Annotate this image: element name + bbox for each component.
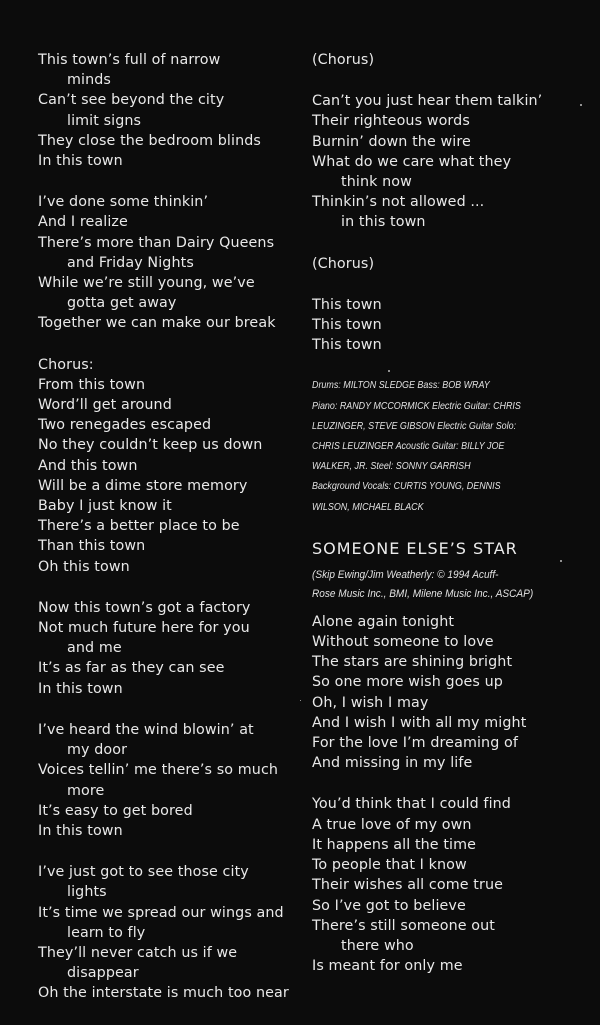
- lyric-line: I’ve just got to see those city: [38, 864, 249, 881]
- lyric-line: in this town: [341, 214, 426, 231]
- lyric-line: gotta get away: [67, 295, 177, 312]
- lyric-line: They’ll never catch us if we: [38, 944, 238, 961]
- lyric-line: Oh this town: [38, 558, 130, 575]
- lyric-line: The stars are shining bright: [312, 654, 513, 671]
- lyric-line: And I wish I with all my might: [312, 714, 527, 731]
- lyric-line: Oh, I wish I may: [312, 694, 429, 711]
- this-town-lyrics-continued: [312, 50, 582, 355]
- dust-speck: [388, 370, 390, 372]
- lyric-line: Baby I just know it: [38, 498, 172, 515]
- lyric-line: think now: [341, 174, 412, 191]
- dust-speck: [560, 560, 562, 562]
- lyric-line: Can’t see beyond the city: [38, 92, 225, 109]
- dust-speck: [300, 700, 301, 701]
- lyric-line: learn to fly: [67, 924, 146, 941]
- lyric-line: While we’re still young, we’ve: [38, 275, 255, 292]
- lyric-line: In this town: [38, 153, 123, 170]
- lyric-line: Voices tellin’ me there’s so much: [38, 762, 279, 779]
- lyric-line: And missing in my life: [312, 755, 473, 772]
- lyric-line: Together we can make our break: [38, 315, 276, 332]
- dust-speck: [580, 104, 582, 106]
- stanza: [38, 355, 300, 577]
- stanza: [38, 862, 300, 1003]
- lyric-line: lights: [67, 884, 107, 901]
- credit-line: LEUZINGER, STEVE GIBSON Electric Guitar Solo:: [312, 420, 517, 432]
- lyric-line: (Chorus): [312, 52, 375, 68]
- stanza: [312, 50, 582, 70]
- lyric-line: I’ve heard the wind blowin’ at: [38, 721, 254, 738]
- lyric-line: It happens all the time: [312, 836, 477, 853]
- song-lyrics: [312, 612, 582, 976]
- right-column: [312, 50, 582, 997]
- lyric-line: This town: [312, 317, 382, 334]
- credit-line: WALKER, JR. Steel: SONNY GARRISH: [312, 461, 471, 473]
- songwriter-credit-line: Rose Music Inc., BMI, Milene Music Inc., ASCAP): [312, 587, 534, 600]
- lyric-line: Than this town: [38, 538, 146, 555]
- lyric-line: there who: [341, 937, 414, 954]
- lyric-line: And I realize: [38, 214, 128, 231]
- lyric-line: and me: [67, 640, 122, 657]
- stanza: [38, 192, 300, 333]
- lyric-line: Chorus:: [38, 356, 94, 373]
- lyric-line: You’d think that I could find: [312, 796, 511, 813]
- lyric-line: I’ve done some thinkin’: [38, 194, 209, 211]
- lyric-line: It’s as far as they can see: [38, 660, 225, 677]
- stanza: [312, 254, 582, 274]
- stanza: [312, 612, 582, 774]
- left-column: [38, 50, 300, 1025]
- lyric-line: Burnin’ down the wire: [312, 133, 471, 150]
- credit-line: CHRIS LEUZINGER Acoustic Guitar: BILLY JOE: [312, 441, 505, 453]
- lyric-line: In this town: [38, 680, 123, 697]
- lyric-line: Two renegades escaped: [38, 417, 212, 434]
- musician-credits: [312, 376, 582, 517]
- credit-line: Background Vocals: CURTIS YOUNG, DENNIS: [312, 481, 501, 493]
- lyric-line: What do we care what they: [312, 153, 512, 170]
- lyric-line: Now this town’s got a factory: [38, 599, 251, 616]
- lyric-line: disappear: [67, 965, 139, 982]
- lyric-line: Word’ll get around: [38, 397, 172, 414]
- lyric-line: (Chorus): [312, 255, 375, 272]
- stanza: [38, 598, 300, 699]
- songwriter-credit: [312, 566, 582, 604]
- credit-line: WILSON, MICHAEL BLACK: [312, 501, 424, 513]
- lyric-line: It’s easy to get bored: [38, 802, 193, 819]
- lyric-line: They close the bedroom blinds: [38, 132, 261, 149]
- lyric-line: From this town: [38, 376, 146, 393]
- lyric-line: Their righteous words: [312, 113, 470, 130]
- lyric-line: For the love I’m dreaming of: [312, 735, 518, 752]
- lyric-line: So I’ve got to believe: [312, 897, 466, 914]
- lyric-line: This town’s full of narrow: [38, 52, 221, 68]
- lyric-line: It’s time we spread our wings and: [38, 904, 284, 921]
- lyric-line: A true love of my own: [312, 816, 472, 833]
- stanza: [38, 50, 300, 171]
- lyric-line: minds: [67, 72, 111, 89]
- lyric-line: Alone again tonight: [312, 613, 455, 630]
- lyric-line: Without someone to love: [312, 634, 494, 651]
- lyric-line: In this town: [38, 822, 123, 839]
- song-title: SOMEONE ELSE’S STAR: [312, 538, 518, 558]
- lyric-line: There’s more than Dairy Queens: [38, 234, 275, 251]
- lyric-line: Is meant for only me: [312, 958, 463, 975]
- stanza: [312, 794, 582, 976]
- lyric-line: So one more wish goes up: [312, 674, 503, 691]
- lyric-line: This town: [312, 296, 382, 313]
- lyric-line: No they couldn’t keep us down: [38, 437, 263, 454]
- stanza: [38, 720, 300, 841]
- lyric-line: and Friday Nights: [67, 254, 194, 271]
- lyric-line: Oh the interstate is much too near: [38, 985, 289, 1002]
- lyric-line: To people that I know: [312, 857, 467, 874]
- lyric-line: my door: [67, 742, 128, 759]
- credit-line: Drums: MILTON SLEDGE Bass: BOB WRAY: [312, 380, 490, 392]
- credit-line: Piano: RANDY MCCORMICK Electric Guitar: CHRIS: [312, 400, 521, 412]
- songwriter-credit-line: (Skip Ewing/Jim Weatherly: © 1994 Acuff-: [312, 568, 499, 581]
- lyric-line: Will be a dime store memory: [38, 477, 248, 494]
- lyric-line: Can’t you just hear them talkin’: [312, 93, 543, 110]
- lyric-line: And this town: [38, 457, 138, 474]
- stanza: [312, 91, 582, 232]
- lyric-line: Thinkin’s not allowed ...: [312, 194, 485, 211]
- lyric-line: Not much future here for you: [38, 620, 250, 637]
- lyric-line: There’s a better place to be: [38, 518, 240, 535]
- lyric-line: limit signs: [67, 112, 142, 129]
- stanza: [312, 295, 582, 356]
- lyric-line: Their wishes all come true: [312, 877, 504, 894]
- lyric-line: This town: [312, 337, 382, 354]
- lyric-line: There’s still someone out: [312, 917, 495, 934]
- lyric-line: more: [67, 782, 105, 799]
